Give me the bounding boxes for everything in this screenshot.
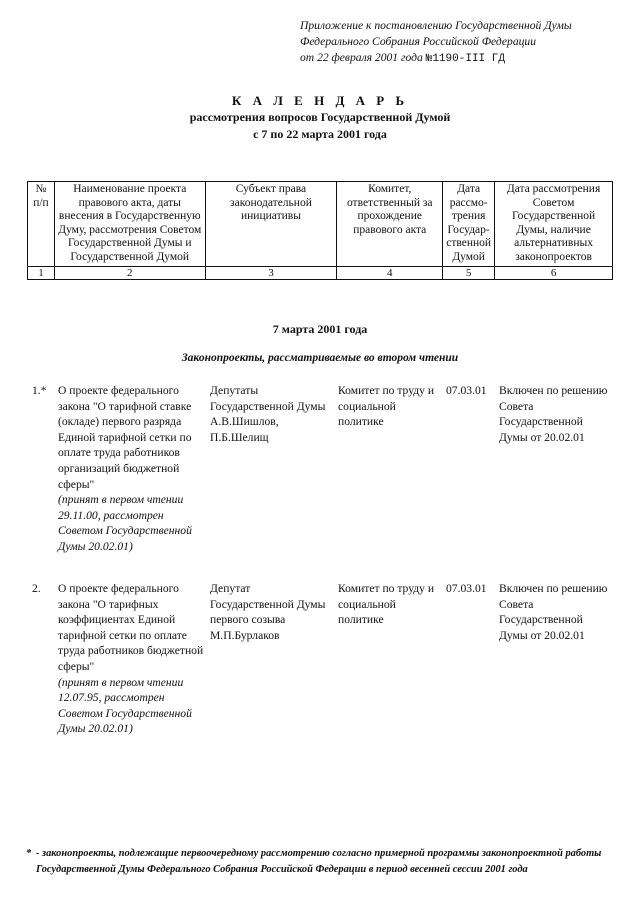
item-number: 1.* xyxy=(32,384,47,397)
annex-heading xyxy=(300,18,572,67)
column-number: 3 xyxy=(205,266,337,279)
annex-line-1: Приложение к постановлению Государственной Думы xyxy=(300,19,572,32)
column-number: 1 xyxy=(28,266,55,279)
item-committee: Комитет по труду и социальной политике xyxy=(338,582,435,627)
column-header: Наименование проекта правового акта, даты внесения в Государственную Думу, рассмотрения Советом Государственной Думы и Государственной Думой xyxy=(54,182,205,267)
item-title-cell xyxy=(58,581,204,737)
column-header: № п/п xyxy=(28,182,55,267)
item-note: (принят в первом чтении 12.07.95, рассмотрен Советом Государственной Думы 20.02.01) xyxy=(58,675,192,736)
column-number-row xyxy=(28,266,613,279)
document-title xyxy=(0,92,640,143)
footnote xyxy=(26,846,616,877)
column-header: Дата рассмотрения Советом Государственной Думы, наличие альтернативных законопроектов xyxy=(495,182,613,267)
footnote-text: - законопроекты, подлежащие первоочередному рассмотрению согласно примерной программы законопроектной работы Государственной Думы Федерального Собрания Российской Федерации в период весенней сессии 2001 года xyxy=(36,848,602,875)
annex-line-2: Федерального Собрания Российской Федерации xyxy=(300,35,537,48)
annex-line-3 xyxy=(300,50,572,67)
item-number: 2. xyxy=(32,582,41,595)
title-subtitle-1: рассмотрения вопросов Государственной Думой xyxy=(189,110,451,124)
date-heading: 7 марта 2001 года xyxy=(272,322,368,336)
calendar-header-table xyxy=(27,181,613,280)
section-heading: Законопроекты, рассматриваемые во втором чтении xyxy=(181,352,459,364)
column-header: Субъект права законодательной инициативы xyxy=(205,182,337,267)
item-date: 07.03.01 xyxy=(446,582,487,595)
annex-date: от 22 февраля 2001 года xyxy=(300,51,426,64)
item-subject: Депутат Государственной Думы первого созыва М.П.Бурлаков xyxy=(210,582,326,642)
item-title: О проекте федерального закона "О тарифных коэффициентах Единой тарифной сетки по оплате труда работников бюджетной сферы" xyxy=(58,582,204,673)
title-subtitle-2: с 7 по 22 марта 2001 года xyxy=(253,127,387,141)
resolution-number: №1190-III ГД xyxy=(425,53,505,65)
item-decision: Включен по решению Совета Государственной Думы от 20.02.01 xyxy=(499,582,608,642)
column-number: 6 xyxy=(495,266,613,279)
item-subject: Депутаты Государственной Думы А.В.Шишлов, П.Б.Шелищ xyxy=(210,384,326,444)
item-date: 07.03.01 xyxy=(446,384,487,397)
item-note: (принят в первом чтении 29.11.00, рассмотрен Советом Государственной Думы 20.02.01) xyxy=(58,493,192,553)
title-main: К А Л Е Н Д А Р Ь xyxy=(231,93,409,108)
item-title-cell xyxy=(58,383,204,555)
column-header: Дата рассмо-трения Государ-ственной Думой xyxy=(443,182,495,267)
footnote-marker: * xyxy=(26,848,32,859)
item-decision: Включен по решению Совета Государственной Думы от 20.02.01 xyxy=(499,384,608,444)
column-number: 2 xyxy=(54,266,205,279)
column-number: 4 xyxy=(337,266,443,279)
item-committee: Комитет по труду и социальной политике xyxy=(338,384,435,429)
header-row xyxy=(28,182,613,267)
column-number: 5 xyxy=(443,266,495,279)
column-header: Комитет, ответственный за прохождение правового акта xyxy=(337,182,443,267)
item-title: О проекте федерального закона "О тарифной ставке (окладе) первого разряда Единой тарифной сетки по оплате труда работников организаций бюджетной сферы" xyxy=(58,384,192,491)
